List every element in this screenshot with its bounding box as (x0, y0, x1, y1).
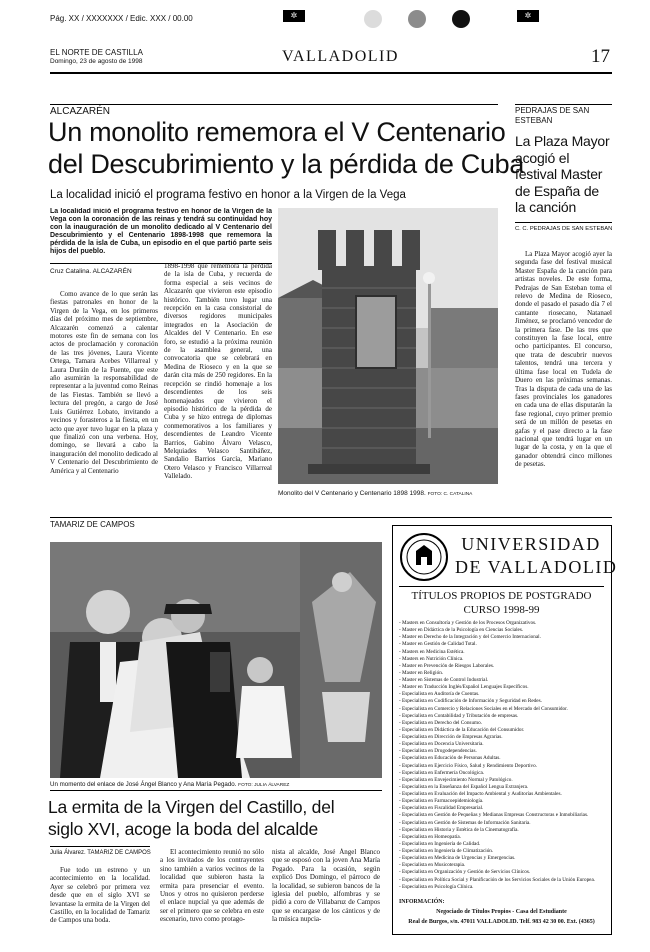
ad-course-item: - Especialista en Psicología Clínica. (399, 883, 474, 890)
ad-course-item: - Especialista en Ejercicio Físico, Salud y Rendimiento Deportivo. (399, 762, 538, 769)
ad-course-item: - Master en Traducción Inglés/Español Lenguajes Específicos. (399, 684, 529, 691)
color-swatch-mid (408, 10, 426, 28)
ad-course-item: - Especialista en Gestión de Pequeñas y Medianas Empresas Constructoras e Inmobiliarias. (399, 812, 589, 819)
ad-course-item: - Especialista en Musicoterapia. (399, 862, 466, 869)
ad-course-item: - Especialista en la Enseñanza del Español Lengua Extranjera. (399, 783, 529, 790)
main-subhead: La localidad inició el programa festivo en honor a la Virgen de la Vega (50, 189, 406, 201)
side-body: La Plaza Mayor acogió ayer la segunda fase del festival musical Master España de la canción para artistas noveles. De este forma, Pedrajas de San Esteban toma el relevo de Medina de Rioseco, donde el pasado el pasado día 7 el cantante riosecano, Natanael Jiménez, se proclamó vencedor de la primera fase. De las tres que constituyen la fase local, entre ocho participantes. El concurso, que trata de descubrir nuevos talentos, tendrá una tercera y última fase local en Tudela de Duero en las próximas semanas. Tras la disputa de cada una de las fases provinciales los ganadores en cada una de ellas disputarán la fase regional, cuyo primer premio será de un millón de pesetas en gafas y el pase directo a la fase nacional que tendrá lugar en un lugar de la costa, y en la que el ganador obtendrá cinco millones de pesetas. (515, 250, 612, 469)
ad-course-item: - Master en Derecho de la Integración y del Comercio Internacional. (399, 634, 541, 641)
ad-course-item: - Master en Didáctica de la Psicología en Ciencias Sociales. (399, 627, 524, 634)
ad-course-item: - Master en Gestión de Calidad Total. (399, 641, 477, 648)
ad-header-rule (399, 586, 604, 587)
ad-course-item: - Especialista en Auditoría de Cuentas. (399, 691, 480, 698)
ad-course-item: - Masters en Nutrición Clínica. (399, 655, 464, 662)
kicker-rule (50, 104, 498, 105)
main-headline-line1: Un monolito rememora el V Centenario (48, 117, 506, 147)
ad-course-item: - Especialista en Enfermería Oncológica. (399, 769, 485, 776)
ad-course-item: - Especialista en Didáctica de la Educación del Consumidor. (399, 726, 525, 733)
main-kicker: ALCAZARÉN (50, 106, 111, 117)
bottom-headline-line2: siglo XVI, acoge la boda del alcalde (48, 819, 319, 839)
ad-course-item: - Especialista en Drogodependencias. (399, 748, 477, 755)
color-swatch-dark (452, 10, 470, 28)
bottom-top-rule (50, 517, 612, 518)
ad-course-item: - Master en Prevención de Riesgos Laborales. (399, 662, 495, 669)
main-byline: Cruz Catalina. ALCAZARÉN (50, 268, 132, 275)
paper-name: EL NORTE DE CASTILLA (50, 48, 143, 57)
ad-course-item: - Masters en Consultoría y Gestión de los Procesos Organizativos. (399, 620, 537, 626)
monolith-caption-text: Monolito del V Centenario y Centenario 1898 1998. (278, 490, 426, 497)
wedding-photo (50, 542, 382, 778)
bottom-column-2: El acontecimiento reunió no sólo a los invitados de los contrayentes sino también a varios vecinos de la localidad que subieron hasta la ermita para presenciar el evento. Unos y otros no quisieron perderse el enlace nupcial ya que además de ser el primero que se celebra en este escenario, tuvo como protago- (160, 848, 264, 924)
register-mark-left: ✲ (283, 10, 305, 22)
wedding-caption-rule (50, 790, 382, 791)
bottom-column-3: nista al alcalde, José Ángel Blanco que se esposó con la joven Ana María Pegado. Para la ocasión, según explicó Dos Domingo, el párroco de la localidad, se subieron bancos de la iglesia del pueblo, alfombras y se pidió a coro de Villabaruz de Campos que se encargase de los cánticos y de la música nupcia- (272, 848, 380, 924)
ad-course-item: - Especialista en Educación de Personas Adultas. (399, 755, 501, 762)
color-swatch-light (364, 10, 382, 28)
masthead-rule (50, 72, 612, 74)
university-ad (392, 525, 618, 935)
side-kicker: PEDRAJAS DE SAN ESTEBAN (515, 106, 590, 125)
ad-footer-line2: Real de Burgos, s/n. 47011 VALLADOLID. Telf. 983 42 30 00. Ext. (4365) (408, 919, 595, 925)
ad-university-line1: UNIVERSIDAD (461, 534, 601, 554)
ad-course-item: - Especialista en Ingeniería de Calidad. (399, 840, 481, 847)
bottom-byline: Julia Álvarez. TAMARIZ DE CAMPOS (50, 850, 151, 856)
monolith-photo-caption (278, 490, 500, 497)
monolith-photo-art (278, 208, 498, 484)
ad-course-item: - Especialista en Gestión de Sistemas de Información Sanitaria. (399, 819, 531, 826)
ad-course-item: - Master en Religión. (399, 669, 444, 676)
ad-course-item: - Especialista en Organización y Gestión de Servicios Clínicos. (399, 869, 531, 876)
main-lead: La localidad inició el programa festivo en honor de la Virgen de la Vega con la coronación de las reinas y tendrá su continuidad hoy con la inauguración de un monolito dedicado al V Centenario del Descubrimiento y el Centenario 1898-1998 que rememora la pérdida de la isla de Cuba, un episodio en el que partió parte seis hijos del pueblo. (50, 208, 272, 255)
section-name: VALLADOLID (282, 48, 399, 65)
ad-course-item: - Especialista en Codificación de Información y Seguridad en Redes. (399, 698, 542, 705)
ad-course-item: - Especialista en Dirección de Empresas Agrarias. (399, 734, 503, 740)
side-byline: C. C. PEDRAJAS DE SAN ESTEBAN (515, 226, 613, 232)
ad-title-line2: CURSO 1998-99 (463, 604, 540, 616)
issue-date: Domingo, 23 de agosto de 1998 (50, 58, 143, 65)
bottom-kicker: TAMARIZ DE CAMPOS (50, 520, 135, 529)
main-headline-line2: del Descubrimiento y la pérdida de Cuba (48, 149, 525, 179)
ad-course-item: - Especialista en Política Social y Planificación de los Servicios Sociales de la Unión Europea. (399, 876, 596, 883)
ad-course-item: - Masters en Medicina Estética. (399, 648, 465, 655)
university-seal-icon (399, 532, 449, 582)
main-column-2: 1898-1998 que rememora la pérdida de la isla de Cuba, y recuerda de forma especial a seis vecinos de Alcazarén que vivieron este episodio histórico. También tuvo lugar una recepción en la casa consistorial de diversos regidores municipales integrados en la Asociación de Alcaldes del V Centenario. En ese foro, se estudió a la próxima reunión de la asamblea general, una convocatoria que se celebrará en Medina de Rioseco y en la que se darán cita más de 250 regidores. En la recepción se rindió homenaje a los descendientes de los seis homenajeados que vivieron el episodio histórico de la pérdida de Cuba y se hizo entrega de diplomas conmemorativos a los familiares y descendientes de Leandro Vicente Barrios, Gabino Álvaro Velasco, Melquiades Velasco Santibáñez, Sandalio Barrios García, Mariano Otero Velasco y Francisco Villarreal Vallelado. (164, 262, 272, 481)
side-headline: La Plaza Mayor acogió el festival Master de España de la canción (515, 133, 610, 215)
bottom-headline-line1: La ermita de la Virgen del Castillo, del (48, 797, 335, 817)
ad-title-line1: TÍTULOS PROPIOS DE POSTGRADO (411, 590, 592, 602)
ad-course-list (399, 620, 604, 898)
ad-course-item: - Especialista en Homeopatía. (399, 833, 461, 840)
ad-course-item: - Especialista en Fiscalidad Empresarial. (399, 805, 484, 812)
ad-course-item: - Especialista en Envejecimiento Normal y Patológico. (399, 776, 513, 783)
ad-course-item: - Master en Sistemas de Control Industrial. (399, 677, 489, 683)
ad-info-label: INFORMACIÓN: (399, 899, 445, 905)
ad-footer-line1: Negociado de Títulos Propios - Casa del Estudiante (436, 909, 567, 915)
ad-course-item: - Especialista en Contabilidad y Tributación de empresas. (399, 712, 519, 719)
side-kicker-rule (515, 104, 612, 105)
ad-course-item: - Especialista en Ingeniería de Climatización. (399, 848, 494, 854)
bottom-byline-rule (50, 846, 150, 847)
bottom-column-1: Fue todo un estreno y un acontecimiento en la localidad. Ayer se celebró por primera vez desde que en el siglo XVI se levantase la ermita de la Virgen del Castillo, en la localidad de Tamariz de Campos una boda. (50, 866, 150, 925)
wedding-photo-art (50, 542, 382, 778)
monolith-photo (278, 208, 498, 484)
wedding-photo-caption (50, 781, 382, 788)
ad-course-item: - Especialista en Farmacoepidemiología. (399, 798, 484, 805)
ad-course-item: - Especialista en Medicina de Urgencias y Emergencias. (399, 855, 516, 862)
page-slug: Pág. XX / XXXXXXX / Edic. XXX / 00.00 (50, 14, 193, 23)
ad-course-item: - Especialista en Docencia Universitaria. (399, 741, 484, 748)
wedding-caption-text: Un momento del enlace de José Ángel Blanco y Ana María Pegado. (50, 781, 237, 788)
ad-university-line2: DE VALLADOLID (455, 557, 618, 577)
page-number: 17 (591, 46, 610, 67)
main-column-1: Como avance de lo que serán las fiestas patronales en honor de la Virgen de la Vega, en los primeros días del próximo mes de septiembre, Alcazarén comenzó a calentar motores este fin de semana con los actos de proclamación y coronación de las tres jóvenes, Laura Vicente Ortega, Tamara Acebes Villarreal y Laura Duráin de la Fuente, que este año asumirán la responsabilidad de representar a la juventud como Reinas de las Fiestas. También se llevó a lectura del pregón, a cargo de José Luis Gutiérrez Lobato, invitando a vecinos y forasteros a la fiesta, en un acto que ayer tuvo lugar en la plaza y que finalizó con una verbena. Hoy, domingo, se llevará a cabo la inauguración del monolito dedicado al V Centenario del Descubrimiento de América y al Centenario (50, 290, 158, 475)
ad-course-item: - Especialista en Evaluación del Impacto Ambiental y Auditorías Ambientales. (399, 791, 562, 797)
wedding-photo-credit: FOTO: JULIA ÁLVAREZ (238, 783, 290, 788)
ad-course-item: - Especialista en Historia y Estética de la Cinematografía. (399, 826, 519, 833)
ad-course-item: - Especialista en Comercio y Relaciones Sociales en el Mercado del Consumidor. (399, 705, 568, 712)
ad-course-item: - Especialista en Derecho del Consumo. (399, 719, 482, 726)
side-byline-rule (515, 222, 612, 223)
register-mark-right: ✲ (517, 10, 539, 22)
monolith-photo-credit: FOTO: C. CATALINA (427, 492, 473, 497)
